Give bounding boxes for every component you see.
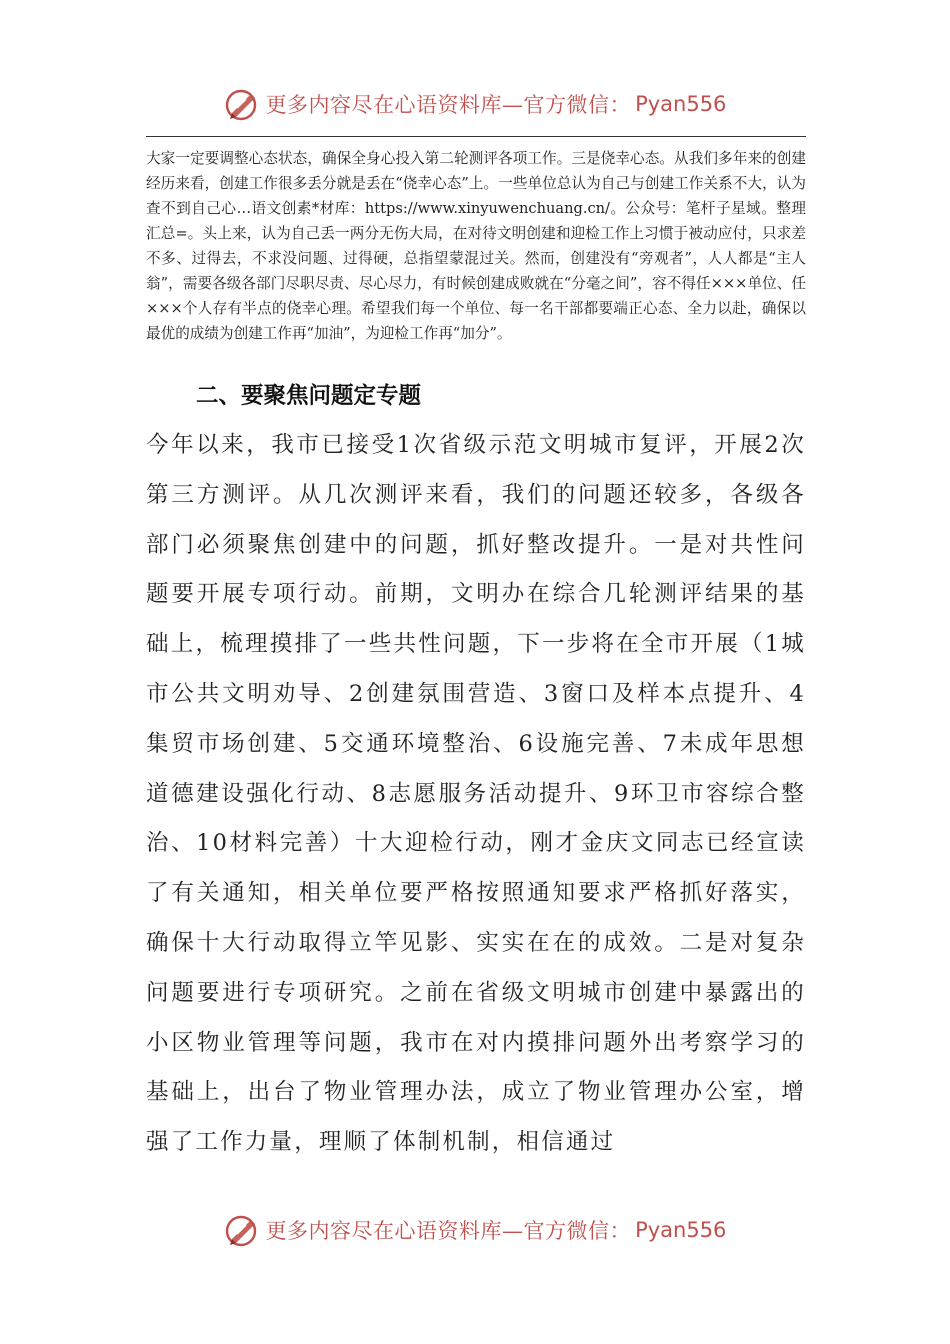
banner-text: 更多内容尽在心语资料库—官方微信：	[265, 93, 632, 117]
header-divider	[146, 136, 806, 137]
body-paragraph: 今年以来，我市已接受1次省级示范文明城市复评，开展2次第三方测评。从几次测评来看，我们的问题还较多，各级各部门必须聚焦创建中的问题，抓好整改提升。一是对共性问题要开展专项行动。前期，文明办在综合几轮测评结果的基础上，梳理摸排了一些共性问题，下一步将在全市开展（1城市公共文明劝导、2创建氛围营造、3窗口及样本点提升、4集贸市场创建、5交通环境整治、6设施完善、7未成年思想道德建设强化行动、8志愿服务活动提升、9环卫市容综合整治、10材料完善）十大迎检行动，刚才金庆文同志已经宣读了有关通知，相关单位要严格按照通知要求严格抓好落实，确保十大行动取得立竿见影、实实在在的成效。二是对复杂问题要进行专项研究。之前在省级文明城市创建中暴露出的小区物业管理等问题，我市在对内摸排问题外出考察学习的基础上，出台了物业管理办法，成立了物业管理办公室，增强了工作力量，理顺了体制机制，相信通过	[146, 432, 806, 1156]
footer-banner	[0, 1210, 950, 1250]
header-banner	[0, 84, 950, 124]
banner-wechat-id: Pyan556	[635, 1218, 727, 1242]
intro-paragraph: 大家一定要调整心态状态，确保全身心投入第二轮测评各项工作。三是侥幸心态。从我们多年来的创建经历来看，创建工作很多丢分就是丢在“侥幸心态”上。一些单位总认为自己与创建工作关系不大，认为查不到自己心…语文创素*材库：https://www.xinyuwenchuang.cn/。公众号：笔杆子星域。整理汇总=。头上来，认为自己丢一两分无伤大局，在对待文明创建和迎检工作上习惯于被动应付，只求差不多、过得去，不求没问题、过得硬，总指望蒙混过关。然而，创建没有“旁观者”，人人都是“主人翁”，需要各级各部门尽职尽责、尽心尽力，有时候创建成败就在“分毫之间”，容不得任×××单位、任×××个人存有半点的侥幸心理。希望我们每一个单位、每一名干部都要端正心态、全力以赴，确保以最优的成绩为创建工作再“加油”，为迎检工作再“加分”。	[146, 150, 806, 342]
section-heading: 二、要聚焦问题定专题	[196, 383, 422, 409]
banner-wechat-id: Pyan556	[635, 92, 727, 116]
pen-logo-icon	[224, 1212, 260, 1248]
pen-logo-icon	[224, 86, 260, 122]
banner-text: 更多内容尽在心语资料库—官方微信：	[265, 1219, 632, 1243]
